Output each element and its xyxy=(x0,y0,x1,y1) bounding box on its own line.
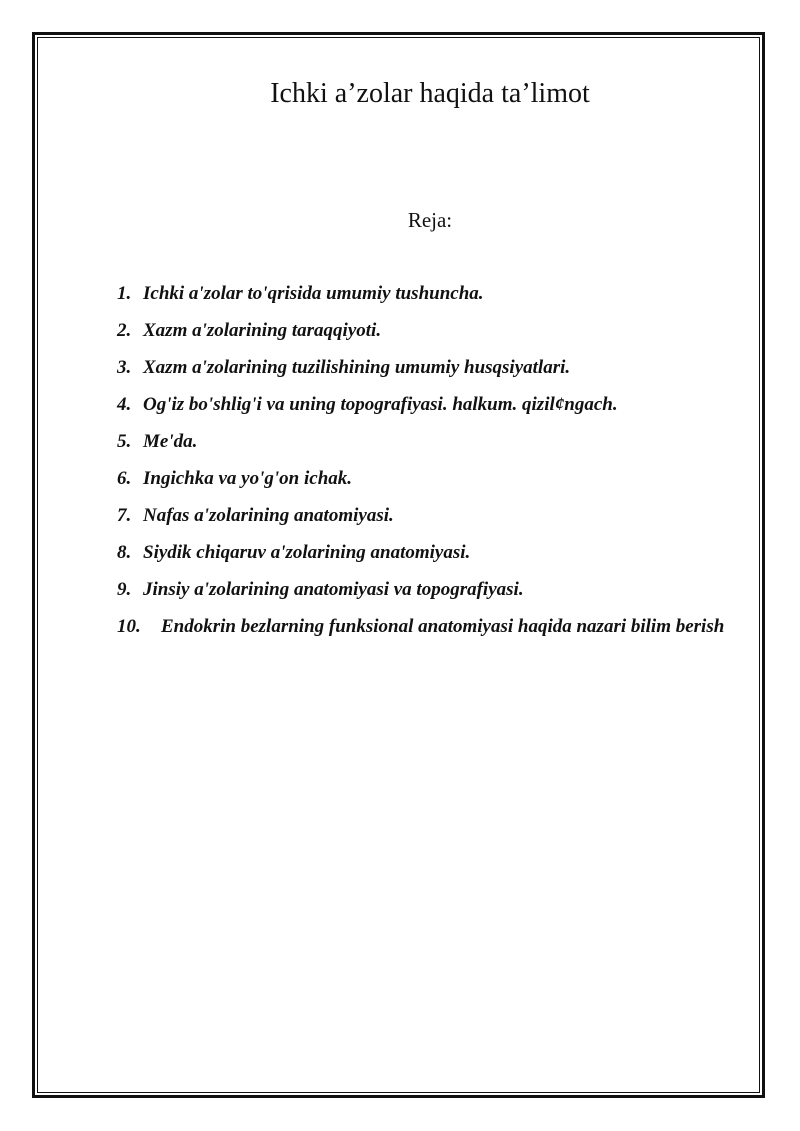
plan-item-text: Og'iz bo'shlig'i va uning topografiyasi. halkum. qizil¢ngach. xyxy=(143,394,618,415)
plan-item-text: Xazm a'zolarining taraqqiyoti. xyxy=(143,320,382,341)
plan-list xyxy=(117,282,742,658)
plan-item-5 xyxy=(117,430,742,454)
plan-item-text: Nafas a'zolarining anatomiyasi. xyxy=(143,505,394,526)
plan-item-number: 4. xyxy=(117,394,132,415)
plan-item-text: Endokrin bezlarning funksional anatomiyasi haqida nazari bilim berish xyxy=(161,616,725,637)
plan-item-number: 2. xyxy=(117,320,132,341)
plan-item-text: Ichki a'zolar to'qrisida umumiy tushuncha. xyxy=(143,283,484,304)
plan-item-3 xyxy=(117,356,742,380)
plan-item-text: Jinsiy a'zolarining anatomiyasi va topografiyasi. xyxy=(143,579,524,600)
plan-item-9 xyxy=(117,578,742,602)
plan-heading: Reja: xyxy=(407,208,453,232)
plan-item-number: 3. xyxy=(117,357,132,378)
plan-item-number: 8. xyxy=(117,542,132,563)
plan-item-number: 9. xyxy=(117,579,132,600)
plan-item-number: 6. xyxy=(117,468,132,489)
plan-item-7 xyxy=(117,504,742,528)
plan-item-text: Me'da. xyxy=(143,431,198,452)
plan-item-1 xyxy=(117,282,742,306)
plan-item-number: 7. xyxy=(117,505,132,526)
plan-item-number: 5. xyxy=(117,431,132,452)
plan-item-6 xyxy=(117,467,742,491)
plan-item-text: Ingichka va yo'g'on ichak. xyxy=(143,468,353,489)
plan-item-10 xyxy=(117,609,742,645)
plan-item-8 xyxy=(117,541,742,565)
plan-item-text: Xazm a'zolarining tuzilishining umumiy husqsiyatlari. xyxy=(143,357,571,378)
plan-item-number: 10. xyxy=(117,616,141,637)
plan-item-text: Siydik chiqaruv a'zolarining anatomiyasi. xyxy=(143,542,471,563)
plan-item-number: 1. xyxy=(117,283,132,304)
plan-item-2 xyxy=(117,319,742,343)
plan-item-4 xyxy=(117,393,742,417)
document-title: Ichki a’zolar haqida ta’limot xyxy=(270,78,590,109)
